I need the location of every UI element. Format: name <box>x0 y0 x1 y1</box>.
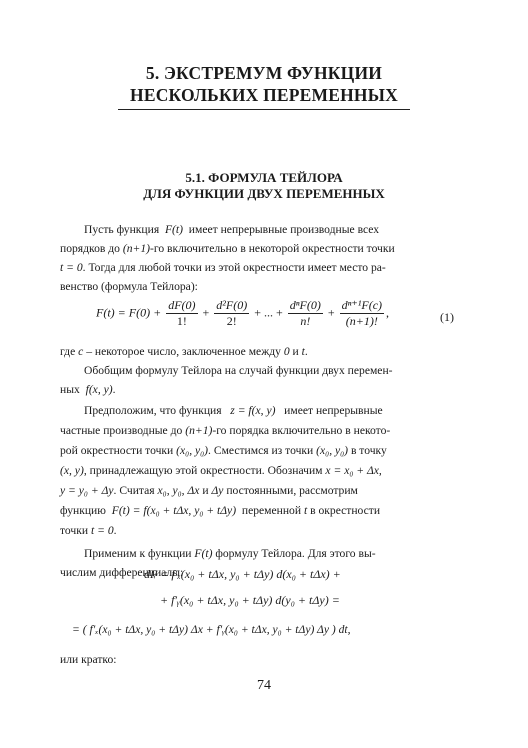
denominator: 1! <box>176 314 187 328</box>
math-inline: t <box>301 345 305 358</box>
differential-line3: = ( f′ₓ(x₀ + tΔx, y₀ + tΔy) Δx + f′ᵧ(x₀ + tΔx, y₀ + tΔy) Δy ) dt, <box>72 623 351 636</box>
text: точки <box>60 524 89 537</box>
math-inline: y = y₀ + Δy <box>60 484 114 497</box>
math-lhs: F(t) = F(0) + <box>96 305 162 320</box>
taylor-formula <box>96 298 389 329</box>
section-title-line1: 5.1. ФОРМУЛА ТЕЙЛОРА <box>185 170 343 185</box>
section-title <box>0 170 528 202</box>
math-inline: (x₀, y₀) <box>176 444 209 457</box>
math-inline: x₀, y₀, Δx <box>157 484 200 497</box>
text: . Считая <box>113 484 155 497</box>
math-inline: (x, y) <box>60 464 84 477</box>
text: . Сместимся из точки <box>208 444 314 457</box>
paragraph-generalize <box>60 361 456 399</box>
text: Пусть функция <box>84 223 160 236</box>
fraction <box>340 298 384 329</box>
text: функцию <box>60 504 106 517</box>
plus: + <box>202 305 210 320</box>
math-inline: t = 0 <box>91 524 114 537</box>
section-title-line2: ДЛЯ ФУНКЦИИ ДВУХ ПЕРЕМЕННЫХ <box>143 186 385 201</box>
math-inline: 0 <box>283 345 290 358</box>
numerator: d²F(0) <box>216 298 248 312</box>
equation-number: (1) <box>440 310 454 324</box>
chapter-title-line1: 5. ЭКСТРЕМУМ ФУНКЦИИ <box>145 63 383 83</box>
math-inline: F(t) = f(x₀ + tΔx, y₀ + tΔy) <box>111 504 237 517</box>
text: и <box>292 345 299 358</box>
text: рой окрестности точки <box>60 444 174 457</box>
text: . <box>112 383 116 396</box>
text: и <box>202 484 209 497</box>
text: , принадлежащую этой окрестности. Обозначим <box>83 464 323 477</box>
text: в точку <box>350 444 387 457</box>
paragraph-where-c <box>60 342 456 361</box>
math-inline: (n+1) <box>185 424 213 437</box>
text: постоянными, рассмотрим <box>226 484 358 497</box>
text: -го включительно в некоторой окрестности точки <box>150 242 395 255</box>
text: – некоторое число, заключенное между <box>86 345 281 358</box>
chapter-title <box>0 62 528 106</box>
paragraph-taylor-intro <box>60 220 456 296</box>
paragraph-assumption <box>60 401 456 541</box>
text: переменной <box>241 504 302 517</box>
comma: , <box>386 305 390 320</box>
differential-line1: dF = f′ₓ(x₀ + tΔx, y₀ + tΔy) d(x₀ + tΔx) + <box>144 567 341 581</box>
math-inline: F(t) <box>164 223 183 236</box>
math-inline: Δy <box>211 484 224 497</box>
numerator: dⁿ⁺¹F(c) <box>341 298 383 312</box>
math-inline: t <box>303 504 308 517</box>
text: венство (формула Тейлора): <box>60 280 198 293</box>
text: где <box>60 345 76 358</box>
numerator: dⁿF(0) <box>289 298 321 312</box>
text: Предположим, что функция <box>84 404 222 417</box>
plus-dots: + ... + <box>254 305 283 320</box>
plus: + <box>327 305 335 320</box>
title-underline <box>118 109 410 110</box>
math-inline: (x₀, y₀) <box>316 444 349 457</box>
fraction <box>166 298 197 329</box>
text: формулу Тейлора. Для этого вы- <box>215 547 376 560</box>
text: . <box>113 524 117 537</box>
math-inline: z = f(x, y) <box>230 404 276 417</box>
denominator: 2! <box>226 314 237 328</box>
text: Обобщим формулу Тейлора на случай функции двух перемен- <box>84 364 393 377</box>
math-inline: t = 0 <box>60 261 83 274</box>
text: или кратко: <box>60 653 117 666</box>
paragraph-briefly <box>60 650 456 669</box>
numerator: dF(0) <box>168 298 196 312</box>
differential-line2: + f′ᵧ(x₀ + tΔx, y₀ + tΔy) d(y₀ + tΔy) = <box>160 593 340 607</box>
text: числим дифференциалы: <box>60 566 184 579</box>
text: имеет непрерывные <box>284 404 383 417</box>
math-inline: (n+1) <box>122 242 150 255</box>
text: -го порядка включительно в некото- <box>212 424 391 437</box>
fraction <box>214 298 249 329</box>
denominator: n! <box>300 314 311 328</box>
text: . <box>304 345 308 358</box>
text: ных <box>60 383 80 396</box>
text: порядков до <box>60 242 120 255</box>
text: имеет непрерывные производные всех <box>188 223 380 236</box>
text: частные производные до <box>60 424 183 437</box>
math-inline: x = x₀ + Δx, <box>325 464 382 477</box>
fraction <box>288 298 323 329</box>
chapter-title-line2: НЕСКОЛЬКИХ ПЕРЕМЕННЫХ <box>130 85 398 105</box>
text: . Тогда для любой точки из этой окрестности имеет место ра- <box>82 261 386 274</box>
page-number: 74 <box>257 678 271 693</box>
text: Применим к функции <box>84 547 192 560</box>
denominator: (n+1)! <box>345 314 378 328</box>
math-inline: c <box>78 345 84 358</box>
math-inline: f(x, y) <box>85 383 113 396</box>
math-inline: F(t) <box>194 547 213 560</box>
text: в окрестности <box>310 504 381 517</box>
